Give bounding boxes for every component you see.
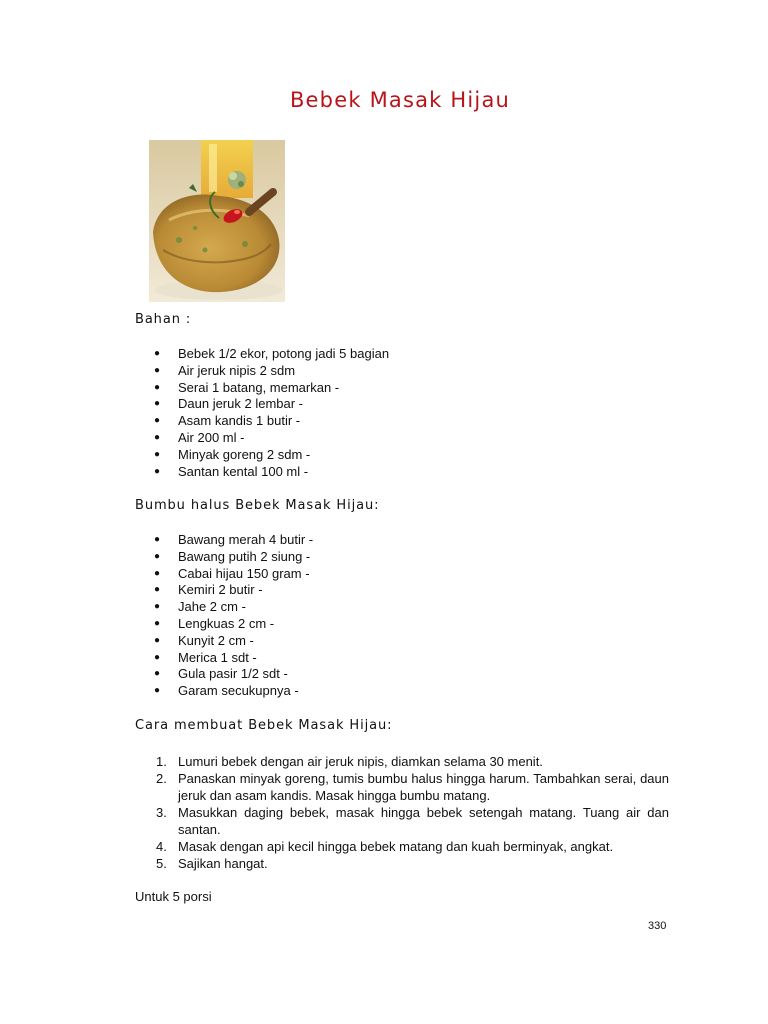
spice-item [154, 566, 313, 583]
bumbu-heading: Bumbu halus Bebek Masak Hijau: [135, 498, 380, 513]
step-text: Lumuri bebek dengan air jeruk nipis, diamkan selama 30 menit. [178, 754, 543, 769]
spice-item [154, 582, 313, 599]
ingredient-item-text: Asam kandis 1 butir - [178, 413, 301, 429]
bullet-icon: ● [154, 550, 161, 562]
bullet-icon: ● [154, 364, 161, 376]
step-number: 3. [156, 805, 167, 820]
spice-item-text: Garam secukupnya - [178, 683, 299, 699]
spice-item [154, 683, 313, 700]
bahan-heading: Bahan : [135, 312, 192, 327]
bullet-icon: ● [154, 415, 161, 427]
servings-note: Untuk 5 porsi [135, 889, 212, 904]
spice-item [154, 599, 313, 616]
ingredient-item-text: Bebek 1/2 ekor, potong jadi 5 bagian [178, 346, 390, 361]
ingredient-item [154, 413, 389, 430]
spice-item [154, 666, 313, 683]
step-number: 1. [156, 754, 167, 769]
bullet-icon: ● [154, 348, 161, 359]
ingredient-item [154, 380, 389, 397]
step-item [154, 770, 669, 804]
step-text: Masak dengan api kecil hingga bebek matang dan kuah berminyak, angkat. [178, 839, 614, 854]
spice-item-text: Kemiri 2 butir - [178, 582, 263, 598]
spice-item-text: Lengkuas 2 cm - [178, 615, 275, 631]
ingredient-item [154, 464, 389, 481]
spice-item-text: Bawang merah 4 butir - [178, 532, 314, 547]
spice-item-text: Cabai hijau 150 gram - [178, 565, 310, 581]
cara-heading: Cara membuat Bebek Masak Hijau: [135, 718, 393, 733]
bullet-icon: ● [154, 381, 161, 393]
bahan-list [154, 346, 389, 480]
bullet-icon: ● [154, 617, 161, 629]
ingredient-item [154, 363, 389, 380]
ingredient-item-text: Air jeruk nipis 2 sdm [178, 362, 296, 378]
step-item [154, 804, 669, 838]
page-number: 330 [648, 920, 667, 932]
ingredient-item-text: Santan kental 100 ml - [178, 463, 309, 479]
ingredient-item-text: Daun jeruk 2 lembar - [178, 396, 303, 412]
step-text: Sajikan hangat. [178, 856, 268, 871]
bullet-icon: ● [154, 651, 161, 663]
step-item [154, 855, 669, 872]
bumbu-list [154, 532, 313, 700]
spice-item-text: Kunyit 2 cm - [178, 632, 254, 648]
dish-photo-graphic [149, 140, 285, 302]
spice-item [154, 633, 313, 650]
ingredient-item-text: Serai 1 batang, memarkan - [178, 379, 340, 395]
spice-item [154, 616, 313, 633]
ingredient-item [154, 447, 389, 464]
ingredient-item-text: Air 200 ml - [178, 429, 245, 445]
step-item [154, 838, 669, 855]
cara-steps-list [154, 753, 669, 872]
bullet-icon: ● [154, 448, 161, 460]
dish-photo [149, 140, 285, 302]
bullet-icon: ● [154, 567, 161, 579]
bullet-icon: ● [154, 685, 161, 697]
bullet-icon: ● [154, 601, 161, 613]
bullet-icon: ● [154, 398, 161, 410]
page-title: Bebek Masak Hijau [289, 88, 511, 112]
step-number: 4. [156, 839, 167, 854]
spice-item-text: Merica 1 sdt - [178, 649, 257, 665]
spice-item-text: Bawang putih 2 siung - [178, 548, 311, 564]
step-text: Masukkan daging bebek, masak hingga bebek setengah matang. Tuang air dan santan. [178, 805, 669, 837]
spice-item [154, 650, 313, 667]
ingredient-item [154, 430, 389, 447]
step-item [154, 753, 669, 770]
bullet-icon: ● [154, 668, 161, 680]
spice-item-text: Jahe 2 cm - [178, 599, 246, 615]
step-text: Panaskan minyak goreng, tumis bumbu halus hingga harum. Tambahkan serai, daun jeruk dan asam kandis. Masak hingga bumbu matang. [178, 771, 669, 803]
bullet-icon: ● [154, 634, 161, 646]
bullet-icon: ● [154, 534, 161, 545]
step-number: 5. [156, 856, 167, 871]
step-number: 2. [156, 771, 167, 786]
ingredient-item-text: Minyak goreng 2 sdm - [178, 446, 311, 462]
bullet-icon: ● [154, 431, 161, 443]
ingredient-item [154, 346, 389, 363]
bullet-icon: ● [154, 584, 161, 596]
ingredient-item [154, 396, 389, 413]
bullet-icon: ● [154, 465, 161, 477]
spice-item-text: Gula pasir 1/2 sdt - [178, 666, 288, 682]
spice-item [154, 532, 313, 549]
spice-item [154, 549, 313, 566]
